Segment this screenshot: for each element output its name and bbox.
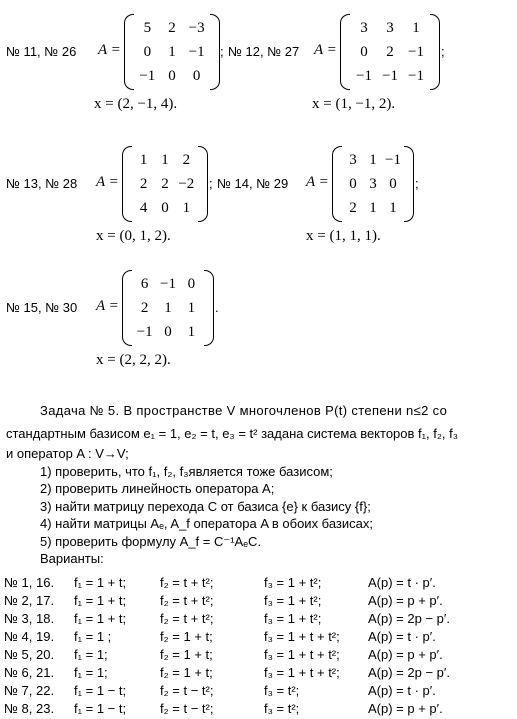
variant-row bbox=[4, 609, 508, 627]
a-equals: A = bbox=[306, 174, 329, 190]
variant-row bbox=[4, 591, 508, 609]
matrix-cell: −1 bbox=[136, 323, 153, 340]
variant-cell: f₁ = 1 + t; bbox=[74, 592, 127, 608]
separator: ; bbox=[441, 44, 445, 59]
variant-cell: f₁ = 1 + t; bbox=[74, 574, 127, 590]
task-basis-line: стандартным базисом e₁ = 1, e₂ = t, e₃ = t² задана система векторов f₁, f₂, f₃ bbox=[6, 425, 459, 441]
matrix-cell: 1 bbox=[187, 323, 196, 340]
matrix-12-27 bbox=[340, 14, 440, 90]
variant-cell: f₃ = 1 + t + t²; bbox=[264, 628, 340, 644]
task-item-1: 1) проверить, что f₁, f₂, f₃является тоже базисом; bbox=[40, 463, 333, 479]
matrix-cell: 5 bbox=[143, 19, 152, 36]
matrix-cell: 0 bbox=[161, 199, 169, 216]
variant-cell: A(p) = 2p − p′. bbox=[368, 664, 450, 680]
matrix-cell: 0 bbox=[192, 67, 201, 84]
matrix-cell: 0 bbox=[360, 43, 368, 60]
variant-row bbox=[4, 627, 508, 645]
matrix-cell: 0 bbox=[349, 175, 357, 192]
matrix-cell: 1 bbox=[168, 43, 176, 60]
x-vector-13-28: x = (0, 1, 2). bbox=[96, 228, 171, 244]
task-item-2: 2) проверить линейность оператора A; bbox=[40, 481, 275, 496]
variant-cell: № 1, 16. bbox=[4, 574, 55, 590]
matrix-cell: 0 bbox=[168, 67, 176, 84]
matrix-13-28 bbox=[122, 146, 208, 222]
variant-cell: A(p) = p + p′. bbox=[368, 700, 443, 716]
variant-cell: № 7, 22. bbox=[4, 682, 55, 698]
variant-cell: f₁ = 1 − t; bbox=[74, 682, 127, 698]
variant-cell: № 6, 21. bbox=[4, 664, 55, 680]
matrix-label-11-26: № 11, № 26 bbox=[6, 44, 77, 59]
matrix-label-12-27: № 12, № 27 bbox=[228, 44, 300, 59]
variants-table bbox=[4, 573, 508, 717]
matrix-cell: 1 bbox=[412, 19, 420, 36]
variant-cell: A(p) = p + p′. bbox=[368, 646, 443, 662]
variant-row bbox=[4, 663, 508, 681]
matrix-cell: 3 bbox=[386, 19, 394, 36]
variant-cell: f₂ = t + t²; bbox=[160, 610, 214, 626]
matrix-cell: 2 bbox=[140, 299, 149, 316]
matrix-cell: 2 bbox=[139, 175, 148, 192]
task-5 bbox=[6, 402, 514, 568]
matrix-cell: −1 bbox=[385, 151, 401, 168]
variant-cell: A(p) = 2p − p′. bbox=[368, 610, 450, 626]
separator: ; bbox=[209, 176, 213, 191]
separator: ; bbox=[415, 176, 419, 191]
matrix-cell: −1 bbox=[408, 43, 424, 60]
matrix-cell: 0 bbox=[143, 43, 152, 60]
variant-cell: f₂ = t + t²; bbox=[160, 592, 214, 608]
matrix-cell: −3 bbox=[188, 19, 205, 36]
matrix-cell: 2 bbox=[161, 175, 169, 192]
matrix-cell: 1 bbox=[389, 199, 397, 216]
matrix-cell: 0 bbox=[164, 323, 172, 340]
variant-cell: f₂ = t + t²; bbox=[160, 574, 214, 590]
variant-row bbox=[4, 699, 508, 717]
matrix-cell: 3 bbox=[369, 175, 377, 192]
variant-cell: f₃ = 1 + t²; bbox=[264, 592, 322, 608]
matrix-cell: 2 bbox=[386, 43, 394, 60]
matrix-cell: −1 bbox=[188, 43, 205, 60]
task-item-3: 3) найти матрицу перехода C от базиса {e} к базису {f}; bbox=[40, 498, 371, 514]
task-operator-line: и оператор A : V→V; bbox=[6, 446, 129, 461]
matrix-cell: −2 bbox=[178, 175, 195, 192]
matrix-cell: −1 bbox=[160, 275, 176, 292]
variant-cell: f₁ = 1; bbox=[74, 664, 108, 680]
matrix-cell: 1 bbox=[182, 199, 191, 216]
a-equals: A = bbox=[96, 174, 119, 190]
matrix-14-29 bbox=[332, 146, 414, 222]
variant-cell: f₂ = 1 + t; bbox=[160, 664, 213, 680]
variant-cell: № 8, 23. bbox=[4, 700, 55, 716]
variant-cell: № 3, 18. bbox=[4, 610, 55, 626]
matrix-cell: 1 bbox=[139, 151, 148, 168]
variant-cell: f₂ = t − t²; bbox=[160, 682, 214, 698]
variant-cell: f₁ = 1 + t; bbox=[74, 610, 127, 626]
variants-label: Варианты: bbox=[40, 551, 104, 566]
matrix-11-26 bbox=[124, 14, 220, 90]
matrix-cell: −1 bbox=[408, 67, 424, 84]
matrix-label-15-30: № 15, № 30 bbox=[6, 300, 78, 315]
matrix-label-14-29: № 14, № 29 bbox=[217, 176, 289, 191]
x-vector-14-29: x = (1, 1, 1). bbox=[306, 228, 381, 244]
variant-cell: A(p) = t · p′. bbox=[368, 682, 436, 698]
variant-row bbox=[4, 681, 508, 699]
x-vector-11-26: x = (2, −1, 4). bbox=[94, 96, 178, 112]
matrix-cell: 2 bbox=[182, 151, 191, 168]
variant-cell: f₃ = 1 + t + t²; bbox=[264, 646, 340, 662]
task-item-5: 5) проверить формулу A_f = C⁻¹AₑC. bbox=[40, 533, 262, 549]
separator: ; bbox=[220, 44, 224, 59]
matrix-label-13-28: № 13, № 28 bbox=[6, 176, 78, 191]
variant-row bbox=[4, 573, 508, 591]
matrix-cell: 1 bbox=[164, 299, 172, 316]
variant-cell: f₃ = 1 + t + t²; bbox=[264, 664, 340, 680]
variant-cell: № 4, 19. bbox=[4, 628, 55, 644]
variant-cell: f₁ = 1; bbox=[74, 646, 108, 662]
variant-cell: f₃ = 1 + t²; bbox=[264, 610, 322, 626]
variant-cell: № 5, 20. bbox=[4, 646, 55, 662]
matrix-cell: −1 bbox=[382, 67, 398, 84]
variant-cell: f₂ = 1 + t; bbox=[160, 646, 213, 662]
matrix-cell: 1 bbox=[161, 151, 169, 168]
variant-cell: A(p) = t · p′. bbox=[368, 628, 436, 644]
matrix-cell: 1 bbox=[369, 199, 377, 216]
variant-cell: f₂ = 1 + t; bbox=[160, 628, 213, 644]
matrix-cell: 3 bbox=[360, 19, 368, 36]
matrix-15-30 bbox=[122, 270, 214, 346]
variant-cell: f₃ = 1 + t²; bbox=[264, 574, 322, 590]
matrix-cell: 4 bbox=[139, 199, 148, 216]
a-equals: A = bbox=[314, 42, 337, 58]
matrix-cell: 1 bbox=[187, 299, 196, 316]
matrix-cell: 2 bbox=[349, 199, 357, 216]
task-item-4: 4) найти матрицы Aₑ, A_f оператора A в обоих базисах; bbox=[40, 516, 373, 531]
matrix-cell: 3 bbox=[349, 151, 357, 168]
matrix-cell: 1 bbox=[369, 151, 377, 168]
matrix-cell: 6 bbox=[140, 275, 149, 292]
matrix-cell: 2 bbox=[168, 19, 176, 36]
variant-cell: f₃ = t²; bbox=[264, 700, 300, 716]
variant-cell: f₁ = 1 − t; bbox=[74, 700, 127, 716]
task-title: Задача № 5. В пространстве V многочленов P(t) степени n≤2 со bbox=[40, 403, 448, 418]
variant-cell: f₂ = t − t²; bbox=[160, 700, 214, 716]
variant-cell: № 2, 17. bbox=[4, 592, 55, 608]
variant-cell: A(p) = t · p′. bbox=[368, 574, 436, 590]
a-equals: A = bbox=[98, 42, 121, 58]
separator: . bbox=[215, 300, 219, 315]
variant-cell: f₁ = 1 ; bbox=[74, 628, 112, 644]
matrix-cell: 0 bbox=[187, 275, 196, 292]
variant-row bbox=[4, 645, 508, 663]
variant-cell: A(p) = p + p′. bbox=[368, 592, 443, 608]
x-vector-15-30: x = (2, 2, 2). bbox=[96, 352, 171, 368]
x-vector-12-27: x = (1, −1, 2). bbox=[312, 96, 396, 112]
matrix-cell: −1 bbox=[356, 67, 372, 84]
matrix-cell: −1 bbox=[139, 67, 156, 84]
a-equals: A = bbox=[96, 298, 119, 314]
variant-cell: f₃ = t²; bbox=[264, 682, 300, 698]
matrix-cell: 0 bbox=[389, 175, 397, 192]
